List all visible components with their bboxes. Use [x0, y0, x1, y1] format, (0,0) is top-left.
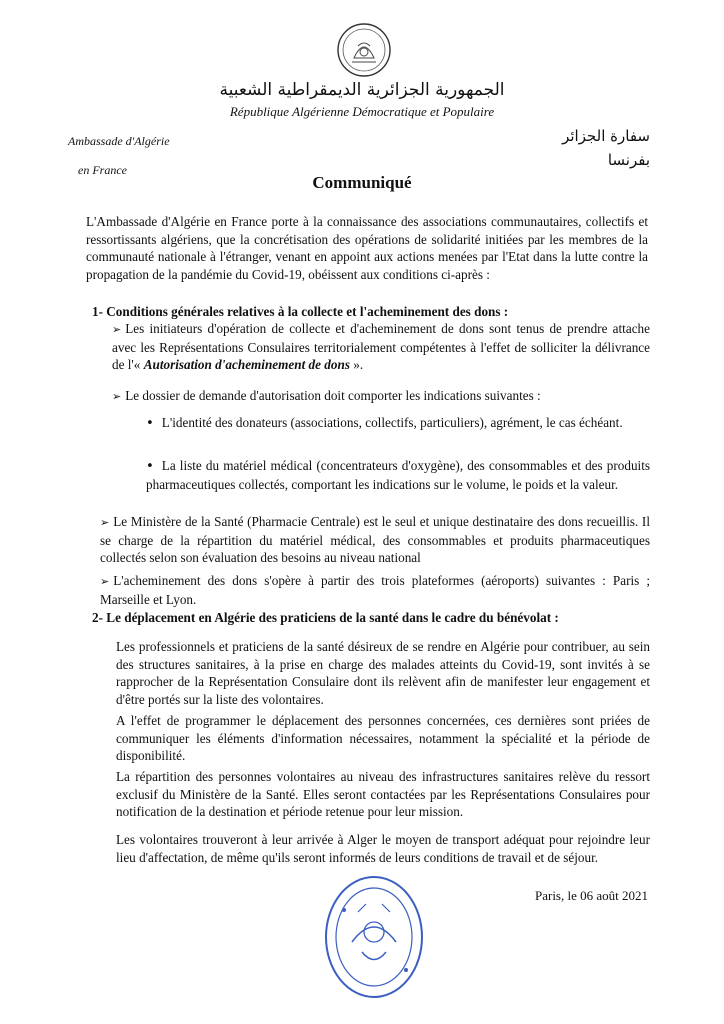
- bullet-dot-icon: •: [146, 416, 154, 431]
- section2-paragraph-3: La répartition des personnes volontaires au niveau des infrastructures sanitaires relève du ressort exclusif du Ministère de la Santé. Elles seront contactées par les Représentations Consulaires pour notification de la destination et période retenue pour leur mission.: [116, 769, 650, 819]
- bullet2-text: La liste du matériel médical (concentrateurs d'oxygène), des consommables et des produits pharmaceutiques collectés, comportant les indications sur le volume, le poids et la valeur.: [146, 458, 650, 492]
- embassy-fr-line1: Ambassade d'Algérie: [68, 134, 170, 148]
- national-emblem-icon: [336, 22, 392, 78]
- section2-paragraph-1: Les professionnels et praticiens de la santé désireux de se rendre en Algérie pour contribuer, au sein des structures sanitaires, à la prise en charge des malades atteints du Covid-19, sont invités à se rapprocher de la Représentation Consulaire dont ils relèvent afin de manifester leur engagement et d'être portés sur la liste des volontaires.: [116, 639, 650, 707]
- item1-emphasis: Autorisation d'acheminement de dons: [143, 357, 350, 372]
- embassy-fr-line2: en France: [78, 163, 127, 177]
- section1-item3: [100, 513, 650, 567]
- embassy-arabic-label: [562, 124, 650, 172]
- intro-paragraph: L'Ambassade d'Algérie en France porte à la connaissance des associations communautaires, collectifs et ressortissants algériens, que la concrétisation des opérations de solidarité initiées par les membres de la communauté nationale à l'étranger, venant en appoint aux actions menées par l'Etat dans la lutte contre la propagation de la pandémie du Covid-19, obéissent aux conditions ci-après :: [86, 214, 648, 282]
- bullet-item-1: [146, 414, 650, 433]
- date-line: Paris, le 06 août 2021: [534, 888, 648, 903]
- item2-text: Le dossier de demande d'autorisation doit comporter les indications suivantes :: [125, 388, 541, 403]
- item1-text: Les initiateurs d'opération de collecte et d'acheminement de dons sont tenus de prendre attache avec les Représentations Consulaires territorialement compétentes à l'effet de solliciter la délivrance de l'«: [112, 321, 650, 372]
- section1-heading: 1- Conditions générales relatives à la collecte et l'acheminement des dons :: [92, 304, 509, 319]
- french-republic-heading: République Algérienne Démocratique et Populaire: [229, 104, 495, 119]
- arrow-bullet-icon: ➢: [100, 575, 110, 588]
- section2-paragraph-2: A l'effet de programmer le déplacement des personnes concernées, ces dernières sont priées de communiquer les éléments d'information nécessaires, notamment la spécialité et la période de disponibilité.: [116, 713, 650, 763]
- section1-item4: [100, 572, 650, 608]
- arrow-bullet-icon: ➢: [100, 516, 110, 529]
- item1-end: ».: [349, 357, 364, 372]
- bullet1-text: L'identité des donateurs (associations, collectifs, particuliers), agrément, le cas échéant.: [161, 415, 623, 430]
- arrow-bullet-icon: ➢: [112, 323, 122, 336]
- page-title: Communiqué: [312, 173, 412, 192]
- bullet-item-2: [146, 457, 650, 493]
- embassy-stamp-icon: [322, 872, 426, 1002]
- embassy-ar-line1: سفارة الجزائر: [562, 127, 650, 145]
- arabic-republic-heading: الجمهورية الجزائرية الديمقراطية الشعبية: [219, 80, 505, 100]
- section2-paragraph-4: Les volontaires trouveront à leur arrivée à Alger le moyen de transport adéquat pour rejoindre leur lieu d'affectation, de même qu'ils seront informés de leurs conditions de travail et de séjour.: [116, 832, 650, 865]
- section2-heading: 2- Le déplacement en Algérie des praticiens de la santé dans le cadre du bénévolat :: [92, 610, 559, 625]
- arrow-bullet-icon: ➢: [112, 390, 122, 403]
- bullet-dot-icon: •: [146, 459, 154, 474]
- item3-text: Le Ministère de la Santé (Pharmacie Centrale) est le seul et unique destinataire des dons recueillis. Il se charge de la répartition du matériel médical, des consommables et produits pharmaceutiques collectés selon son évaluation des besoins au niveau national: [100, 514, 650, 565]
- embassy-ar-line2: بفرنسا: [607, 151, 650, 169]
- section1-item1: [112, 320, 650, 374]
- section1-item2: [112, 387, 650, 406]
- item4-text: L'acheminement des dons s'opère à partir des trois plateformes (aéroports) suivantes : Paris ; Marseille et Lyon.: [100, 573, 650, 607]
